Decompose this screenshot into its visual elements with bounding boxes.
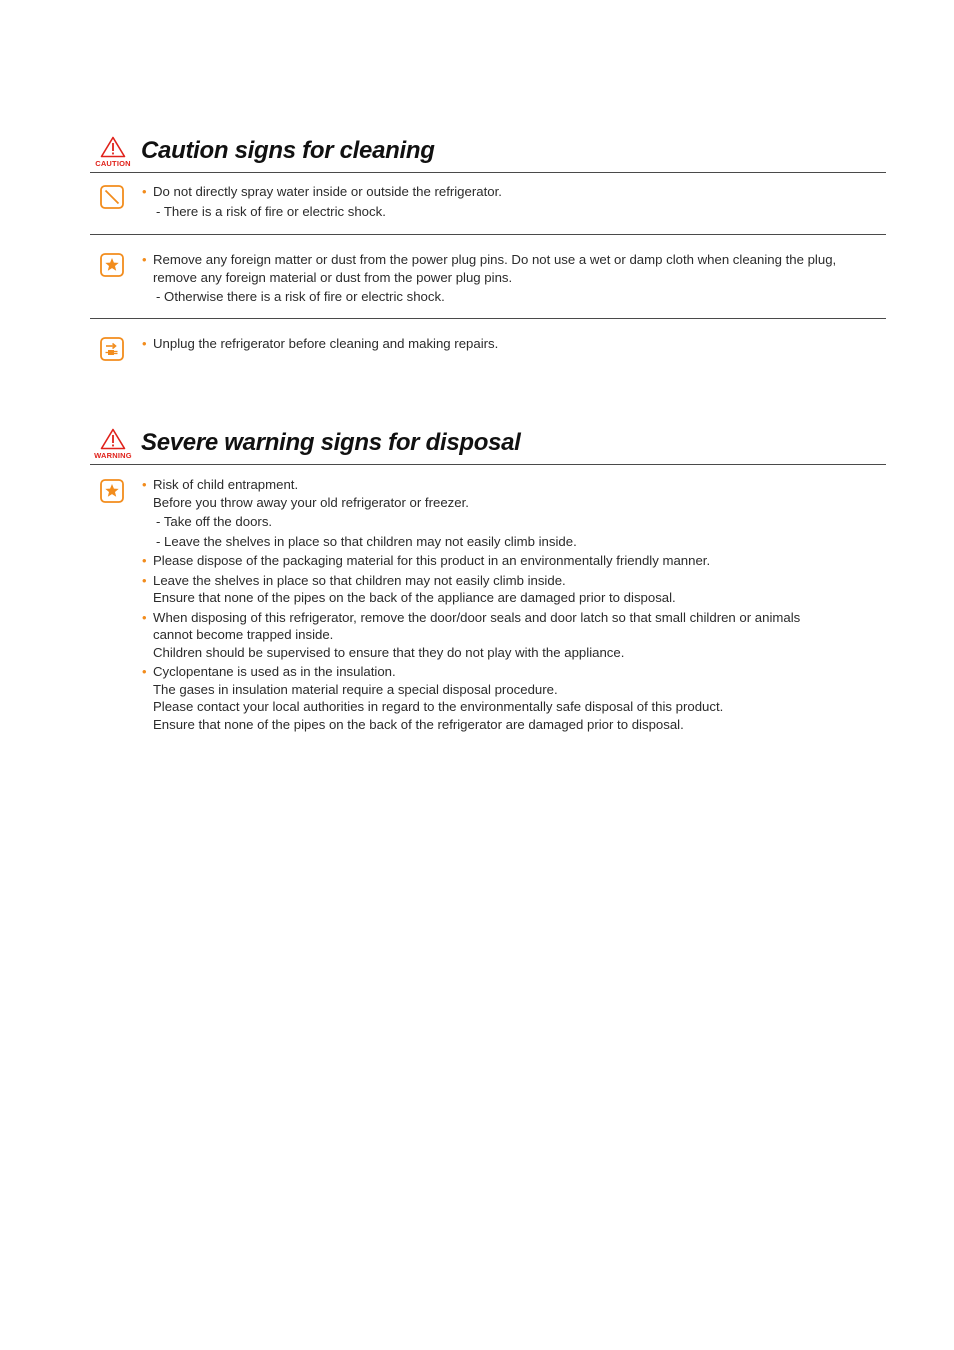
bullet-text: Do not directly spray water inside or outside the refrigerator.	[153, 184, 502, 199]
list-item	[142, 183, 886, 220]
bullet-continuation: The gases in insulation material require a special disposal procedure.	[153, 681, 558, 697]
bullet-text: When disposing of this refrigerator, remove the door/door seals and door latch so that small children or animals	[153, 609, 801, 625]
sub-text: - There is a risk of fire or electric shock.	[156, 203, 386, 219]
bullet-continuation: cannot become trapped inside.	[153, 627, 334, 642]
warning-triangle-icon	[100, 428, 126, 450]
warning-row-disposal	[90, 465, 886, 733]
warning-header	[90, 428, 886, 465]
caution-row-unplug	[90, 319, 886, 363]
sub-text: - Take off the doors.	[156, 514, 273, 529]
caution-section	[90, 136, 886, 362]
bullet-continuation: Children should be supervised to ensure that they do not play with the appliance.	[153, 644, 625, 660]
warning-section-title: Severe warning signs for disposal	[141, 429, 521, 456]
warning-badge	[90, 428, 136, 460]
unplug-icon	[100, 337, 124, 361]
list-item	[142, 609, 886, 662]
caution-row-plug	[90, 235, 886, 319]
warning-section	[90, 428, 886, 733]
bullet-text: Cyclopentane is used as in the insulation.	[153, 664, 396, 679]
bullet-text: Leave the shelves in place so that children may not easily climb inside.	[153, 572, 566, 588]
list-item	[142, 663, 886, 733]
list-item	[142, 552, 886, 570]
caution-badge	[90, 136, 136, 168]
caution-section-title: Caution signs for cleaning	[141, 137, 435, 164]
bullet-continuation: Ensure that none of the pipes on the back of the refrigerator are damaged prior to disposal.	[153, 716, 684, 732]
caution-header	[90, 136, 886, 173]
bullet-text: Unplug the refrigerator before cleaning and making repairs.	[153, 335, 499, 351]
bullet-continuation: Please contact your local authorities in regard to the environmentally safe disposal of this product.	[153, 699, 724, 714]
star-icon	[100, 253, 124, 277]
caution-badge-label: CAUTION	[95, 159, 131, 168]
prohibited-icon	[100, 185, 124, 209]
list-item	[142, 251, 886, 306]
star-icon	[100, 479, 124, 503]
caution-triangle-icon	[100, 136, 126, 158]
bullet-text: Risk of child entrapment.	[153, 477, 299, 492]
list-item	[142, 335, 886, 353]
sub-text: - Leave the shelves in place so that children may not easily climb inside.	[156, 533, 577, 549]
bullet-text: Please dispose of the packaging material for this product in an environmentally friendly manner.	[153, 553, 711, 568]
list-item	[142, 476, 886, 550]
warning-badge-label: WARNING	[94, 451, 132, 460]
bullet-continuation: Before you throw away your old refrigerator or freezer.	[153, 494, 469, 510]
bullet-text: Remove any foreign matter or dust from the power plug pins. Do not use a wet or damp cloth when cleaning the plug,	[153, 252, 837, 267]
list-item	[142, 572, 886, 607]
sub-text: - Otherwise there is a risk of fire or electric shock.	[156, 289, 445, 304]
caution-row-spray	[90, 173, 886, 235]
bullet-continuation: remove any foreign material or dust from the power plug pins.	[153, 269, 513, 285]
bullet-continuation: Ensure that none of the pipes on the back of the appliance are damaged prior to disposal.	[153, 590, 676, 605]
